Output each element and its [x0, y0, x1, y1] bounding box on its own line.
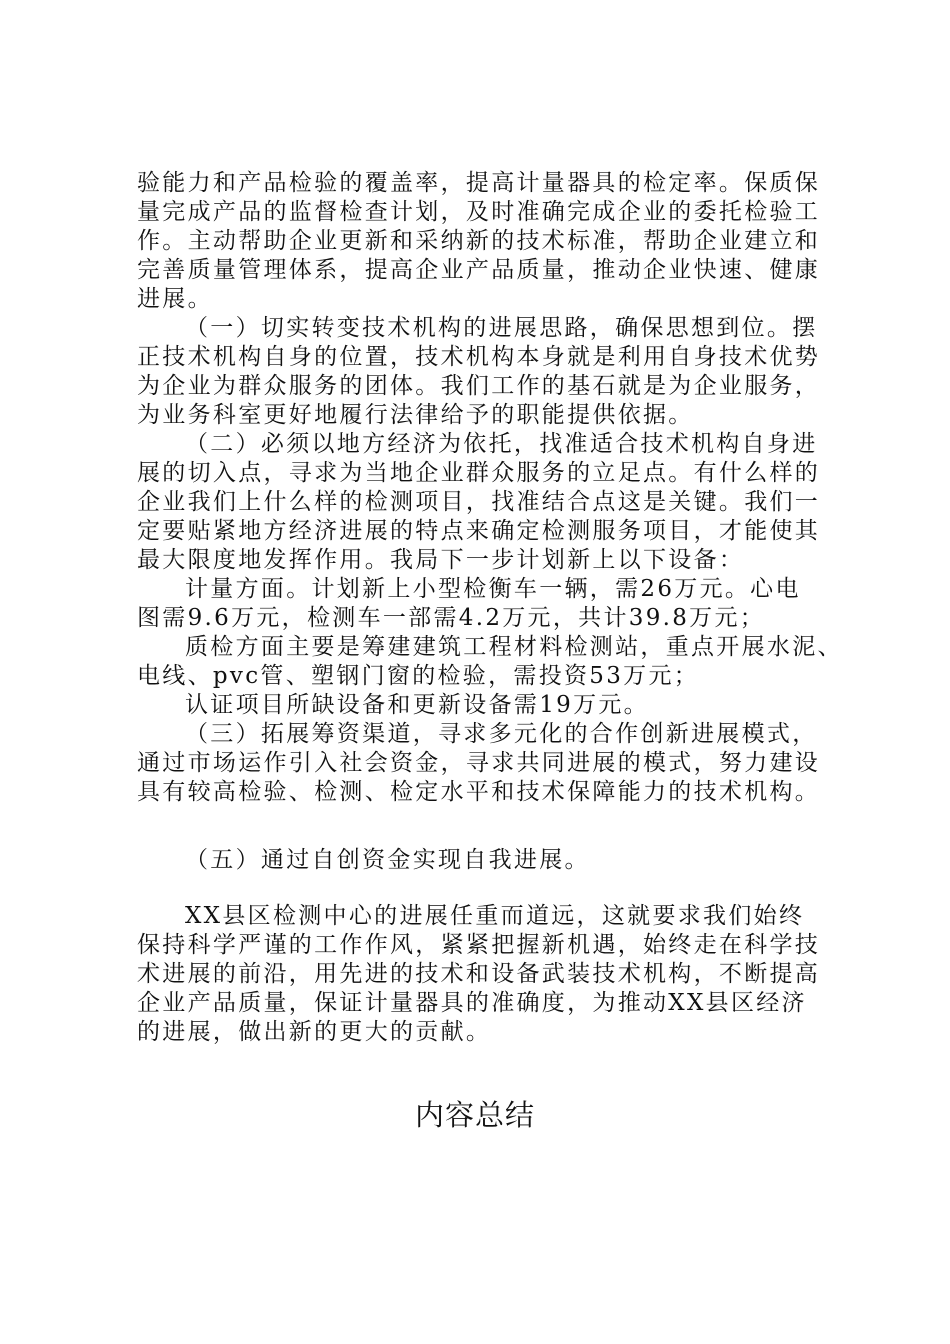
summary-heading: 内容总结	[414, 1098, 535, 1132]
text-line: 作。主动帮助企业更新和采纳新的技术标准，帮助企业建立和	[137, 228, 821, 254]
body-text-block-item-five	[137, 846, 837, 875]
text-line: XX县区检测中心的进展任重而道远，这就要求我们始终	[185, 903, 805, 929]
text-line: 定要贴紧地方经济进展的特点来确定检测服务项目，才能使其	[137, 518, 821, 544]
body-text-block-main	[137, 169, 843, 807]
text-line: 进展。	[137, 286, 213, 312]
text-line: （五）通过自创资金实现自我进展。	[185, 847, 590, 873]
text-line: 为业务科室更好地履行法律给予的职能提供依据。	[137, 402, 694, 428]
body-text-block-conclusion	[137, 902, 837, 1047]
text-line: 企业产品质量，保证计量器具的准确度，为推动XX县区经济	[137, 990, 807, 1016]
text-line: 量完成产品的监督检查计划，及时准确完成企业的委托检验工	[137, 199, 821, 225]
text-line: 完善质量管理体系，提高企业产品质量，推动企业快速、健康	[137, 257, 821, 283]
text-line: 具有较高检验、检测、检定水平和技术保障能力的技术机构。	[137, 779, 821, 805]
text-line: 最大限度地发挥作用。我局下一步计划新上以下设备：	[137, 547, 745, 573]
text-line: 为企业为群众服务的团体。我们工作的基石就是为企业服务，	[137, 373, 821, 399]
text-line: 术进展的前沿，用先进的技术和设备武装技术机构，不断提高	[137, 961, 821, 987]
text-line: （三）拓展筹资渠道，寻求多元化的合作创新进展模式，	[185, 721, 818, 747]
text-line: （二）必须以地方经济为依托，找准适合技术机构自身进	[185, 431, 818, 457]
text-line: 电线、pvc管、塑钢门窗的检验，需投资53万元；	[137, 663, 700, 689]
text-line: 质检方面主要是筹建建筑工程材料检测站，重点开展水泥、	[185, 634, 843, 660]
text-line: 认证项目所缺设备和更新设备需19万元。	[185, 692, 649, 718]
text-line: 图需9.6万元，检测车一部需4.2万元，共计39.8万元；	[137, 605, 766, 631]
text-line: 计量方面。计划新上小型检衡车一辆，需26万元。心电	[185, 576, 801, 602]
text-line: 企业我们上什么样的检测项目，找准结合点这是关键。我们一	[137, 489, 821, 515]
text-line: 的进展，做出新的更大的贡献。	[137, 1019, 492, 1045]
text-line: 验能力和产品检验的覆盖率，提高计量器具的检定率。保质保	[137, 170, 821, 196]
text-line: 保持科学严谨的工作作风，紧紧把握新机遇，始终走在科学技	[137, 932, 821, 958]
text-line: 通过市场运作引入社会资金，寻求共同进展的模式，努力建设	[137, 750, 821, 776]
text-line: 正技术机构自身的位置，技术机构本身就是利用自身技术优势	[137, 344, 821, 370]
text-line: （一）切实转变技术机构的进展思路，确保思想到位。摆	[185, 315, 818, 341]
text-line: 展的切入点，寻求为当地企业群众服务的立足点。有什么样的	[137, 460, 821, 486]
